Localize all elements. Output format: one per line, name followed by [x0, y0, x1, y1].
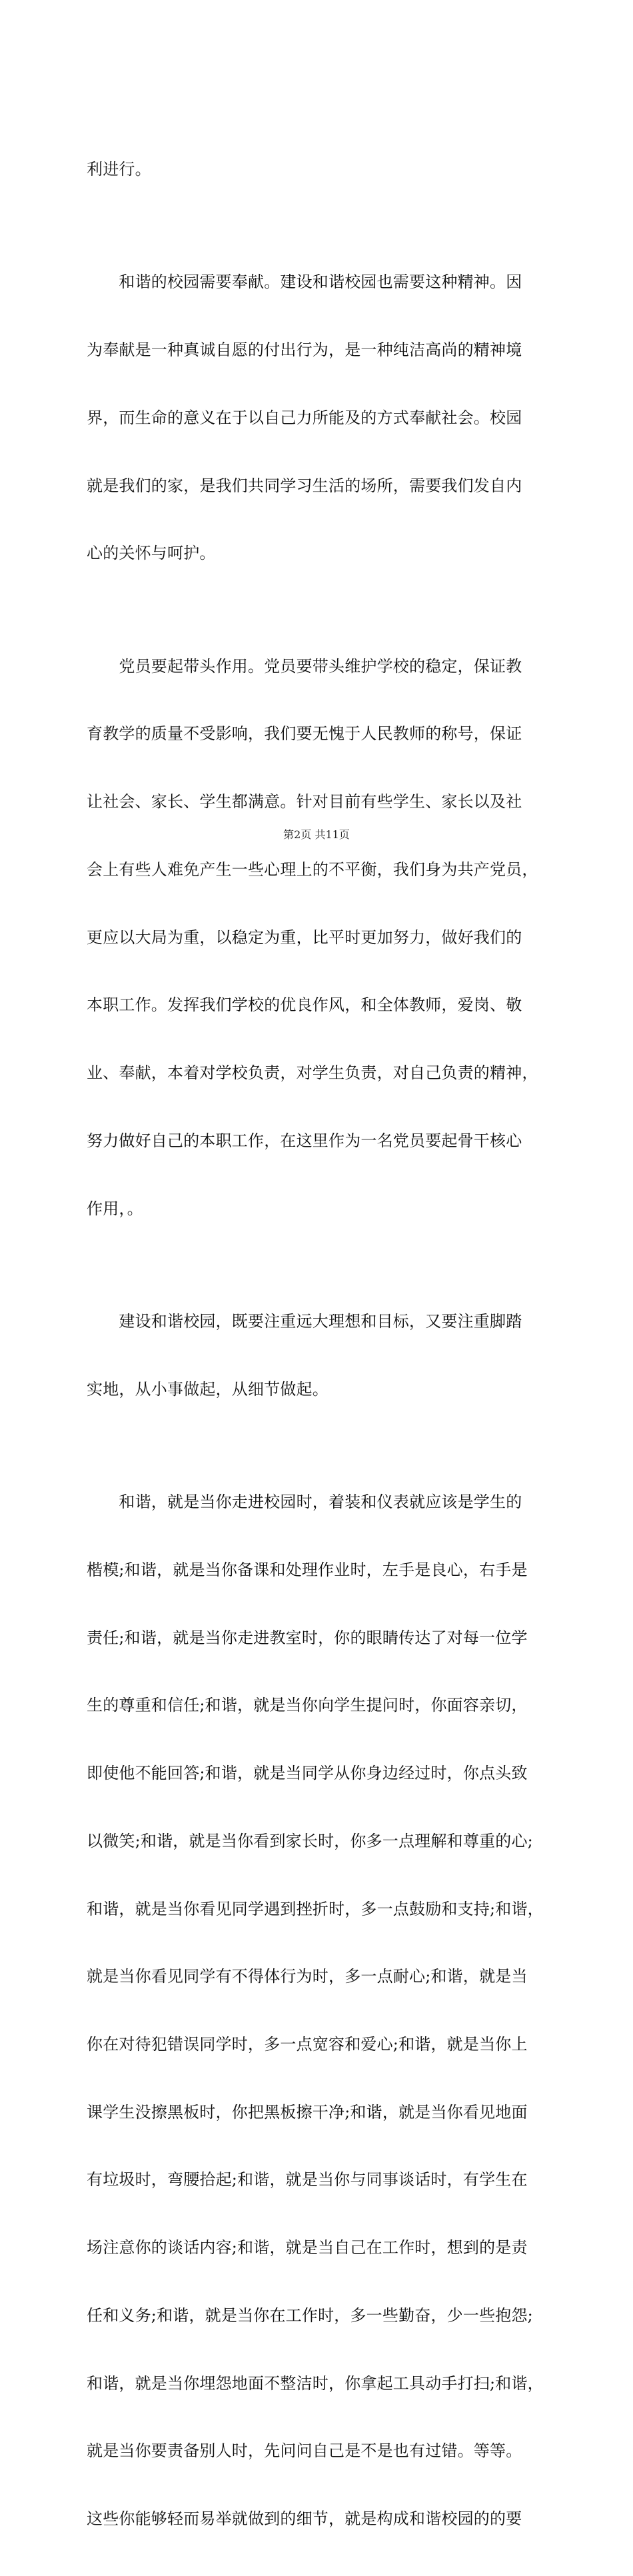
text-line: 育教学的质量不受影响，我们要无愧于人民教师的称号，保证	[87, 724, 522, 744]
text-line: 这些你能够轻而易举就做到的细节，就是构成和谐校园的的要	[87, 2509, 522, 2529]
text-line: 让社会、家长、学生都满意。针对目前有些学生、家长以及社	[87, 792, 522, 812]
text-line: 建设和谐校园，既要注重远大理想和目标，又要注重脚踏	[87, 1312, 522, 1331]
text-line: 即使他不能回答;和谐，就是当同学从你身边经过时，你点头致	[87, 1764, 528, 1783]
text-line: 界，而生命的意义在于以自己力所能及的方式奉献社会。校园	[87, 408, 522, 427]
paragraph	[87, 1265, 553, 1446]
text-line: 和谐，就是当你走进校园时，着装和仪表就应该是学生的	[87, 1493, 522, 1512]
text-line: 作用，。	[87, 1199, 143, 1218]
paragraph	[87, 1446, 553, 2575]
text-line: 和谐，就是当你埋怨地面不整洁时，你拿起工具动手打扫;和谐，	[87, 2373, 544, 2393]
text-line: 业、奉献，本着对学校负责，对学生负责，对自己负责的精神，	[87, 1063, 538, 1083]
text-line: 楷模;和谐，就是当你备课和处理作业时，左手是良心，右手是	[87, 1561, 528, 1579]
text-line: 就是我们的家，是我们共同学习生活的场所，需要我们发自内	[87, 476, 522, 495]
document-body	[87, 113, 553, 2576]
paragraph	[87, 227, 553, 610]
text-line: 实地，从小事做起，从细节做起。	[87, 1379, 328, 1399]
text-line: 会上有些人难免产生一些心理上的不平衡，我们身为共产党员，	[87, 860, 538, 879]
page-footer	[0, 828, 633, 842]
text-line: 利进行。	[87, 159, 151, 179]
paragraph	[87, 113, 553, 227]
text-line: 课学生没擦黑板时，你把黑板擦干净;和谐，就是当你看见地面	[87, 2102, 528, 2122]
text-line: 有垃圾时，弯腰拾起;和谐，就是当你与同事谈话时，有学生在	[87, 2170, 528, 2190]
text-line: 党员要起带头作用。党员要带头维护学校的稳定，保证教	[87, 656, 522, 676]
text-line: 你在对待犯错误同学时，多一点宽容和爱心;和谐，就是当你上	[87, 2035, 528, 2054]
text-line: 以微笑;和谐，就是当你看到家长时，你多一点理解和尊重的心;	[87, 1831, 533, 1850]
text-line: 本职工作。发挥我们学校的优良作风，和全体教师，爱岗、敬	[87, 995, 522, 1015]
text-line: 努力做好自己的本职工作，在这里作为一名党员要起骨干核心	[87, 1131, 522, 1150]
text-line: 就是当你看见同学有不得体行为时，多一点耐心;和谐，就是当	[87, 1967, 528, 1986]
text-line: 生的尊重和信任;和谐，就是当你向学生提问时，你面容亲切，	[87, 1696, 528, 1715]
text-line: 和谐的校园需要奉献。建设和谐校园也需要这种精神。因	[87, 273, 522, 292]
text-line: 任和义务;和谐，就是当你在工作时，多一些勤奋，少一些抱怨;	[87, 2305, 533, 2325]
paragraph	[87, 610, 553, 1265]
text-line: 心的关怀与呵护。	[87, 544, 216, 563]
text-line: 更应以大局为重，以稳定为重，比平时更加努力，做好我们的	[87, 928, 522, 947]
text-line: 场注意你的谈话内容;和谐，就是当自己在工作时，想到的是责	[87, 2238, 528, 2257]
text-line: 责任;和谐，就是当你走进教室时，你的眼睛传达了对每一位学	[87, 1628, 528, 1647]
page-number: 第2页 共11页	[283, 828, 350, 841]
text-line: 和谐，就是当你看见同学遇到挫折时，多一点鼓励和支持;和谐，	[87, 1899, 544, 1918]
text-line: 就是当你要责备别人时，先问问自己是不是也有过错。等等。	[87, 2441, 522, 2461]
text-line: 为奉献是一种真诚自愿的付出行为，是一种纯洁高尚的精神境	[87, 340, 522, 360]
